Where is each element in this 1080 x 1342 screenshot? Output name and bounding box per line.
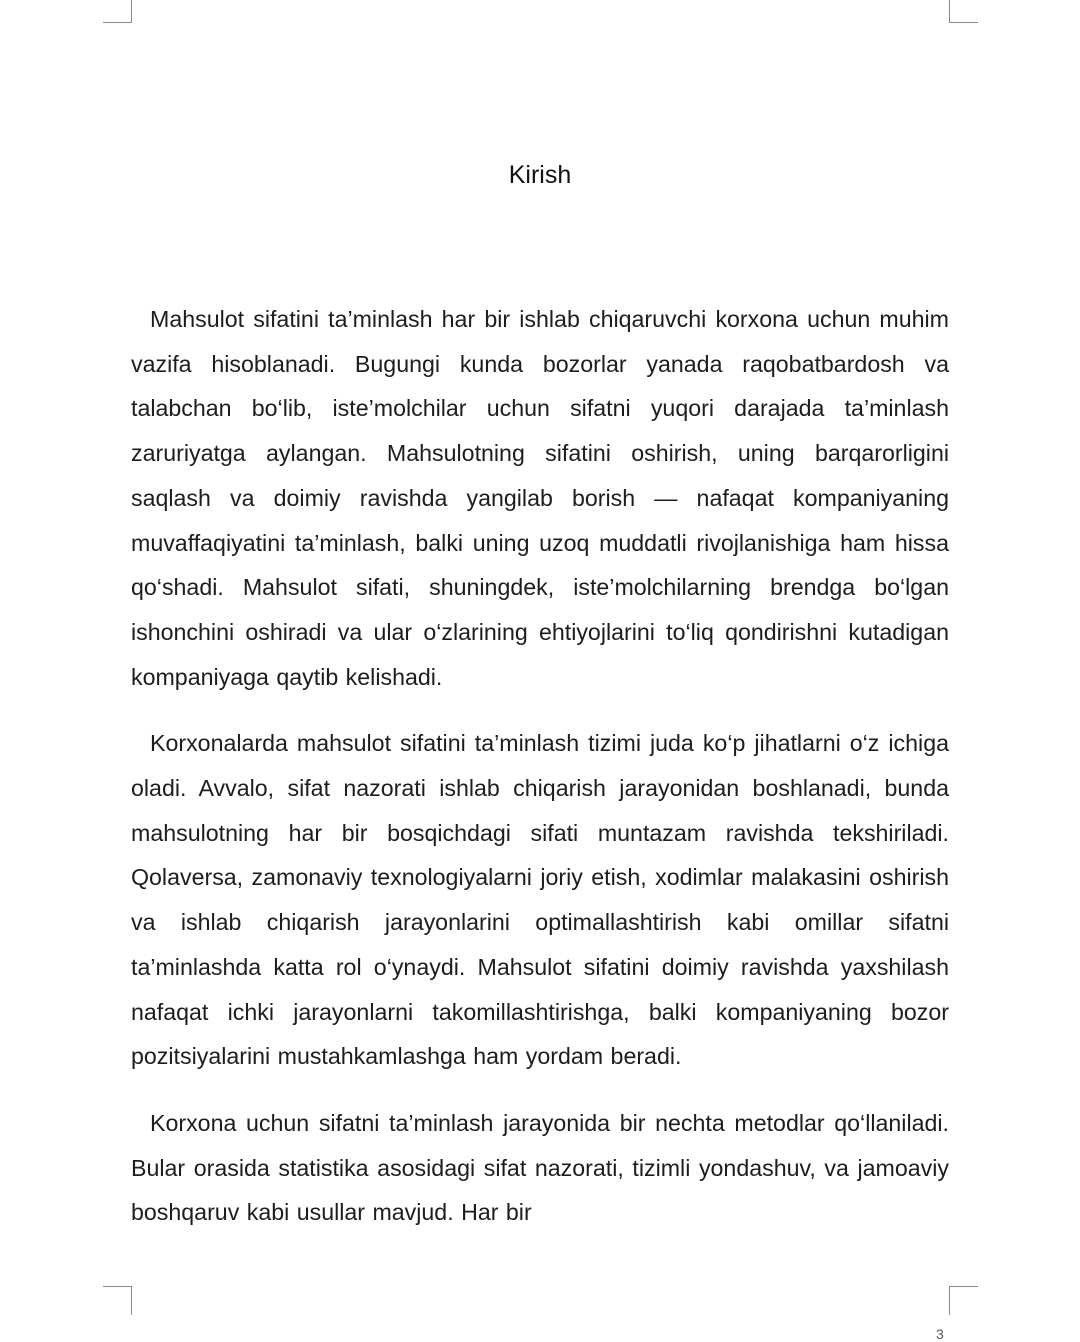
paragraph-3: Korxona uchun sifatni ta’minlash jarayonida bir nechta metodlar qo‘llaniladi. Bular orasida statistika asosidagi sifat nazorati, tizimli yondashuv, va jamoaviy boshqaruv kabi usullar mavjud. Har bir <box>131 1109 949 1226</box>
paragraph-2: Korxonalarda mahsulot sifatini ta’minlash tizimi juda ko‘p jihatlarni o‘z ichiga oladi. Avvalo, sifat nazorati ishlab chiqarish jarayonidan boshlanadi, bunda mahsulotning har bir bosqichdagi sifati muntazam ravishda tekshiriladi. Qolaversa, zamonaviy texnologiyalarni joriy etish, xodimlar malakasini oshirish va ishlab chiqarish jarayonlarini optimallashtirish kabi omillar sifatni ta’minlashda katta rol o‘ynaydi. Mahsulot sifatini doimiy ravishda yaxshilash nafaqat ichki jarayonlarni takomillashtirishga, balki kompaniyaning bozor pozitsiyalarini mustahkamlashga ham yordam beradi. <box>131 730 949 1070</box>
crop-mark-bottom-right <box>949 1286 978 1315</box>
page-title: Kirish <box>508 161 572 189</box>
crop-mark-bottom-left <box>103 1286 132 1315</box>
crop-mark-top-right <box>949 0 978 23</box>
page-number: 3 <box>936 1326 944 1342</box>
document-body <box>131 297 949 1257</box>
paragraph-1: Mahsulot sifatini ta’minlash har bir ishlab chiqaruvchi korxona uchun muhim vazifa hisoblanadi. Bugungi kunda bozorlar yanada raqobatbardosh va talabchan bo‘lib, iste’molchilar uchun sifatni yuqori darajada ta’minlash zaruriyatga aylangan. Mahsulotning sifatini oshirish, uning barqarorligini saqlash va doimiy ravishda yangilab borish — nafaqat kompaniyaning muvaffaqiyatini ta’minlash, balki uning uzoq muddatli rivojlanishiga ham hissa qo‘shadi. Mahsulot sifati, shuningdek, iste’molchilarning brendga bo‘lgan ishonchini oshiradi va ular o‘zlarining ehtiyojlarini to‘liq qondirishni kutadigan kompaniyaga qaytib kelishadi. <box>131 306 949 690</box>
crop-mark-top-left <box>103 0 132 23</box>
